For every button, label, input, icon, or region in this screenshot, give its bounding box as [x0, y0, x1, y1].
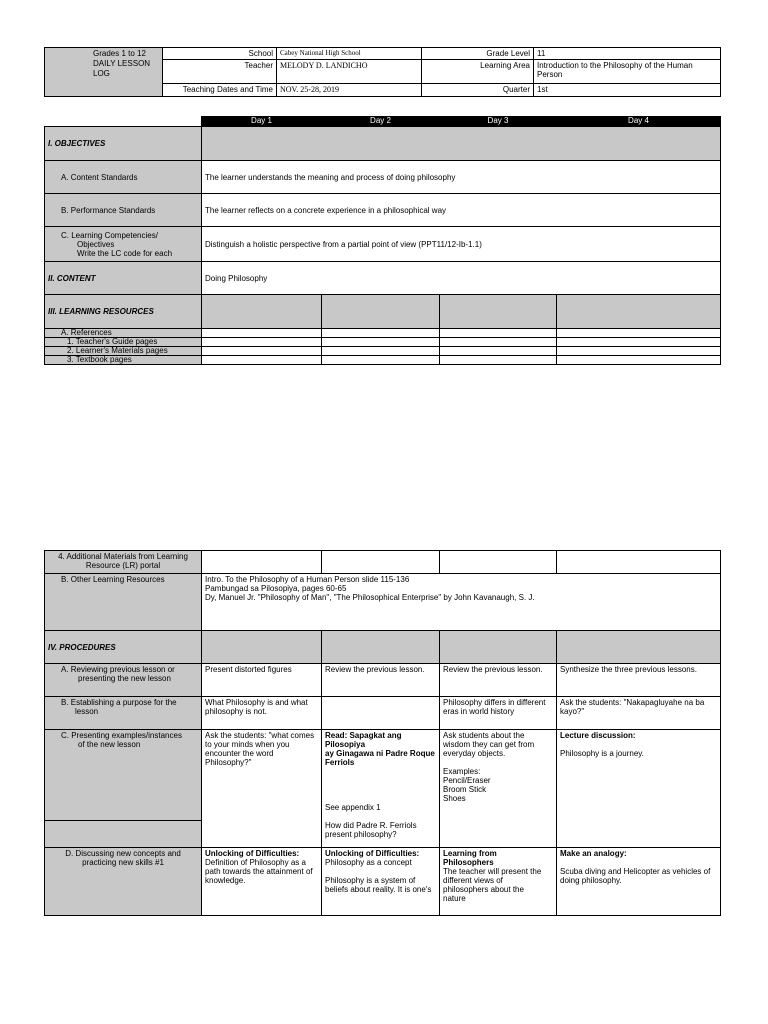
presenting-label-divider: [45, 820, 201, 847]
objectives-heading: I. OBJECTIVES: [45, 127, 202, 161]
other-resources-line: Dy, Manuel Jr. "Philosophy of Man", "The Philosophical Enterprise" by John Kavanaugh, S. J.: [205, 593, 535, 602]
dll-title-line: DAILY LESSON: [93, 59, 151, 68]
discussing-concepts-line: practicing new skills #1: [82, 858, 164, 867]
teacher-value: MELODY D. LANDICHO: [277, 60, 422, 84]
presenting-line: Ask students about the: [443, 731, 525, 740]
reviewing-lesson-label: [45, 664, 202, 697]
discussing-line: different views of: [443, 876, 503, 885]
grade-level-value: 11: [534, 48, 721, 60]
establishing-purpose-line: B. Establishing a purpose for the: [61, 698, 177, 707]
competencies-value: Distinguish a holistic perspective from a partial point of view (PPT11/12-Ib-1.1): [202, 227, 721, 262]
purpose-line: eras in world history: [443, 707, 515, 716]
presenting-question-line: present philosophy?: [325, 830, 397, 839]
learning-resources-heading: III. LEARNING RESOURCES: [45, 295, 202, 329]
examples-line: Examples:: [443, 767, 481, 776]
purpose-line: What Philosophy is and what: [205, 698, 308, 707]
purpose-line: Ask the students: "Nakapagluyahe na ba: [560, 698, 705, 707]
discussing-line: Philosophy as a concept: [325, 858, 412, 867]
additional-materials-line: Resource (LR) portal: [85, 561, 161, 570]
discussing-line: knowledge.: [205, 876, 246, 885]
unlocking-heading: Unlocking of Difficulties:: [205, 849, 300, 858]
purpose-day-cell: [557, 697, 721, 730]
content-standards-label: A. Content Standards: [45, 161, 202, 194]
presenting-day-cell: [557, 730, 721, 848]
discussing-line: philosophers about the: [443, 885, 524, 894]
presenting-line: to your minds when you: [205, 740, 290, 749]
purpose-line: Philosophy differs in different: [443, 698, 546, 707]
other-resources-value: [202, 574, 721, 631]
examples-line: Pencil/Eraser: [443, 776, 491, 785]
procedures-day-cell: [557, 631, 721, 664]
procedures-day-cell: [202, 631, 322, 664]
procedures-day-cell: [322, 631, 440, 664]
reviewing-lesson-line: presenting the new lesson: [78, 674, 171, 683]
resources-day-cell: [322, 295, 440, 329]
presenting-examples-line: C. Presenting examples/instances: [61, 731, 182, 740]
presenting-line: everyday objects.: [443, 749, 506, 758]
performance-standards-value: The learner reflects on a concrete experience in a philosophical way: [202, 194, 721, 227]
additional-materials-line: 4. Additional Materials from Learning: [58, 552, 188, 561]
day-header: Day 2: [322, 117, 440, 127]
analogy-heading: Make an analogy:: [560, 849, 627, 858]
presenting-examples-label: [45, 730, 202, 848]
discussing-line: doing philosophy.: [560, 876, 622, 885]
presenting-day-cell: [440, 730, 557, 848]
day-header: Day 1: [202, 117, 322, 127]
lecture-discussion-heading: Lecture discussion:: [560, 731, 636, 740]
teacher-label: Teacher: [163, 60, 277, 84]
dates-value: NOV. 25-28, 2019: [277, 84, 422, 97]
presenting-question-line: How did Padre R. Ferriols: [325, 821, 417, 830]
dates-label: Teaching Dates and Time: [163, 84, 277, 97]
dll-title: [45, 48, 163, 97]
dll-title-line: LOG: [93, 69, 110, 78]
competencies-label: [45, 227, 202, 262]
examples-line: Broom Stick: [443, 785, 487, 794]
lesson-log-table-part2: [44, 550, 721, 916]
competencies-label-line: C. Learning Competencies/: [61, 230, 158, 240]
discussing-line: path towards the attainment of: [205, 867, 313, 876]
learning-area-label: Learning Area: [422, 60, 534, 84]
resources-day-cell: [440, 295, 557, 329]
presenting-day-cell: [322, 730, 440, 848]
examples-line: Shoes: [443, 794, 466, 803]
learning-from-heading: Learning from: [443, 849, 497, 858]
review-day-cell: Review the previous lesson.: [440, 664, 557, 697]
day-header-spacer: [45, 117, 202, 127]
textbook-pages-label: 3. Textbook pages: [45, 356, 202, 365]
discussing-day-cell: [322, 848, 440, 916]
day-header: Day 4: [557, 117, 721, 127]
day-header: Day 3: [440, 117, 557, 127]
presenting-read-line: Ferriols: [325, 758, 355, 767]
discussing-day-cell: [202, 848, 322, 916]
purpose-day-cell: [202, 697, 322, 730]
header-table: [44, 47, 721, 97]
establishing-purpose-label: [45, 697, 202, 730]
competencies-label-line: Write the LC code for each: [77, 248, 173, 258]
discussing-line: Scuba diving and Helicopter as vehicles of: [560, 867, 711, 876]
discussing-concepts-line: D. Discussing new concepts and: [65, 849, 181, 858]
learning-area-value: Introduction to the Philosophy of the Human Person: [534, 60, 721, 84]
resources-day-cell: [202, 295, 322, 329]
presenting-line: Philosophy?": [205, 758, 252, 767]
competencies-label-line: Objectives: [77, 239, 115, 249]
presenting-line: Ask the students: "what comes: [205, 731, 315, 740]
procedures-heading: IV. PROCEDURES: [45, 631, 202, 664]
objectives-fill: [202, 127, 721, 161]
presenting-line: wisdom they can get from: [443, 740, 535, 749]
purpose-line: philosophy is not.: [205, 707, 267, 716]
other-resources-line: Pambungad sa Pilosopiya, pages 60-65: [205, 584, 347, 593]
reviewing-lesson-line: A. Reviewing previous lesson or: [61, 665, 175, 674]
presenting-read-line: ay Ginagawa ni Padre Roque: [325, 749, 435, 758]
discussing-line: beliefs about reality. It is one's: [325, 885, 432, 894]
quarter-label: Quarter: [422, 84, 534, 97]
learning-from-heading: Philosophers: [443, 858, 494, 867]
discussing-day-cell: [440, 848, 557, 916]
school-value: Cabey National High School: [277, 48, 422, 60]
purpose-day-cell: [440, 697, 557, 730]
content-heading: II. CONTENT: [45, 262, 202, 295]
lesson-log-table-part1: [44, 116, 721, 365]
content-standards-value: The learner understands the meaning and process of doing philosophy: [202, 161, 721, 194]
additional-materials-label: [45, 551, 202, 574]
presenting-day-cell: [202, 730, 322, 848]
purpose-line: kayo?": [560, 707, 585, 716]
presenting-appendix: See appendix 1: [325, 803, 381, 812]
content-value: Doing Philosophy: [202, 262, 721, 295]
other-resources-label: B. Other Learning Resources: [45, 574, 202, 631]
presenting-examples-line: of the new lesson: [78, 740, 141, 749]
learners-materials-label: 2. Learner's Materials pages: [45, 347, 202, 356]
procedures-day-cell: [440, 631, 557, 664]
lecture-discussion-body: Philosophy is a journey.: [560, 749, 644, 758]
presenting-line: encounter the word: [205, 749, 274, 758]
discussing-concepts-label: [45, 848, 202, 916]
dll-title-line: Grades 1 to 12: [93, 49, 146, 58]
grade-level-label: Grade Level: [422, 48, 534, 60]
purpose-day-cell: [322, 697, 440, 730]
presenting-read-line: Read: Sapagkat ang Pilosopiya: [325, 731, 402, 749]
other-resources-line: Intro. To the Philosophy of a Human Person slide 115-136: [205, 575, 410, 584]
school-label: School: [163, 48, 277, 60]
teachers-guide-label: 1. Teacher's Guide pages: [45, 338, 202, 347]
discussing-line: The teacher will present the: [443, 867, 542, 876]
review-day-cell: Synthesize the three previous lessons.: [557, 664, 721, 697]
discussing-line: nature: [443, 894, 466, 903]
discussing-day-cell: [557, 848, 721, 916]
review-day-cell: Review the previous lesson.: [322, 664, 440, 697]
discussing-line: Definition of Philosophy as a: [205, 858, 306, 867]
unlocking-heading: Unlocking of Difficulties:: [325, 849, 420, 858]
quarter-value: 1st: [534, 84, 721, 97]
establishing-purpose-line: lesson: [75, 707, 99, 716]
resources-day-cell: [557, 295, 721, 329]
review-day-cell: Present distorted figures: [202, 664, 322, 697]
performance-standards-label: B. Performance Standards: [45, 194, 202, 227]
references-label: A. References: [45, 329, 202, 338]
discussing-line: Philosophy is a system of: [325, 876, 416, 885]
